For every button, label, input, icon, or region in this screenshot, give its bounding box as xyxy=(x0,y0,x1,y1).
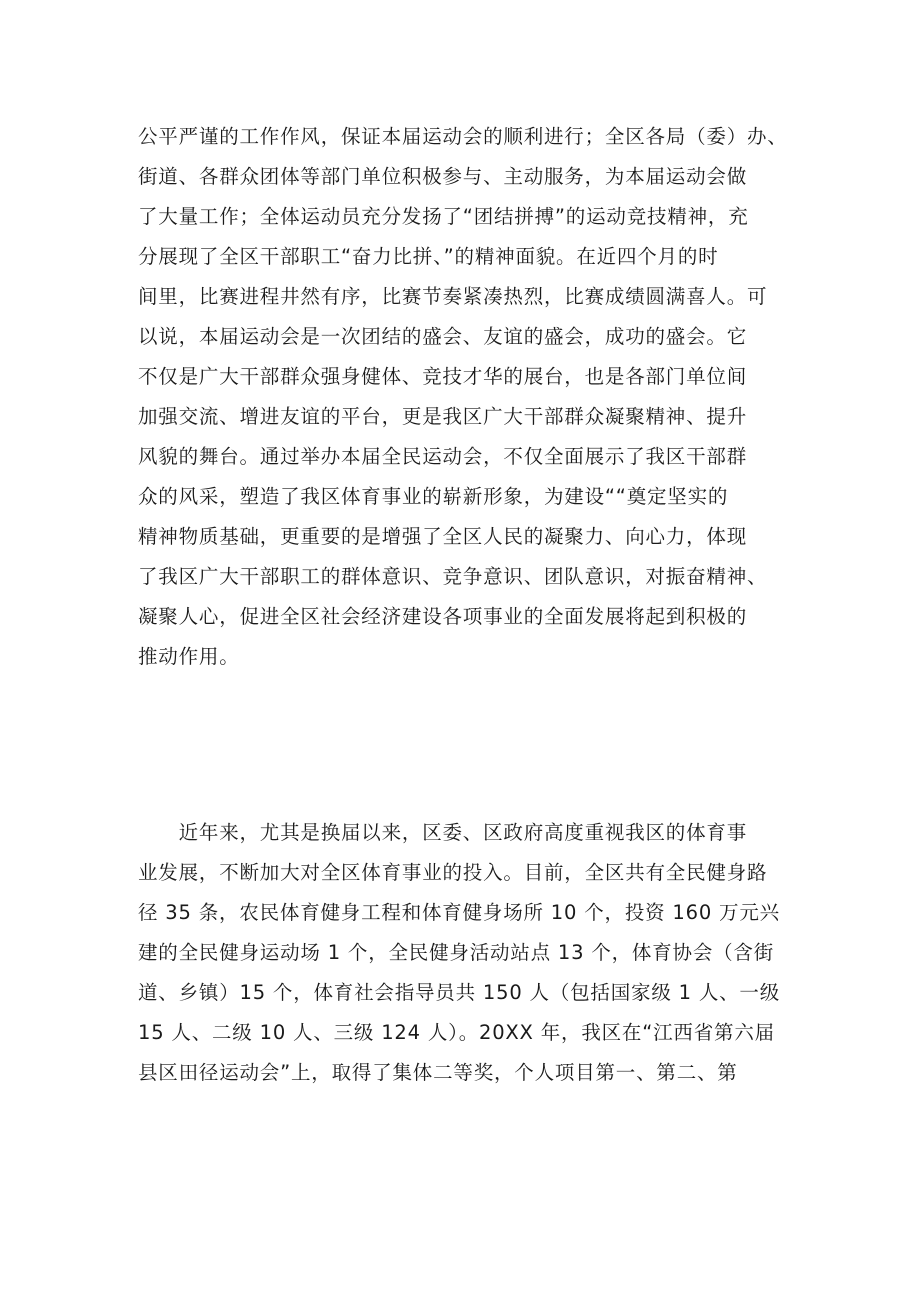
text-line: 业发展，不断加大对全区体育事业的投入。目前，全区共有全民健身路 xyxy=(138,861,768,884)
text-line: 分展现了全区干部职工“奋力比拼、”的精神面貌。在近四个月的时 xyxy=(138,245,719,268)
text-line: 近年来，尤其是换届以来，区委、区政府高度重视我区的体育事 xyxy=(138,821,748,844)
text-line: 不仅是广大干部群众强身健体、竞技才华的展台，也是各部门单位间 xyxy=(138,365,748,388)
text-line: 公平严谨的工作作风，保证本届运动会的顺利进行；全区各局（委）办、 xyxy=(138,125,788,148)
text-line: 推动作用。 xyxy=(138,645,240,668)
text-line: 县区田径运动会”上，取得了集体二等奖，个人项目第一、第二、第 xyxy=(138,1061,738,1084)
text-line: 精神物质基础，更重要的是增强了全区人民的凝聚力、向心力，体现 xyxy=(138,525,748,548)
text-line: 了大量工作；全体运动员充分发扬了“团结拼搏”的运动竞技精神，充 xyxy=(138,205,749,228)
paragraph-1 xyxy=(138,117,798,677)
text-line: 建的全民健身运动场 1 个，全民健身活动站点 13 个，体育协会（含街 xyxy=(138,941,775,964)
text-line: 间里，比赛进程井然有序，比赛节奏紧凑热烈，比赛成绩圆满喜人。可 xyxy=(138,285,768,308)
text-line: 了我区广大干部职工的群体意识、竞争意识、团队意识，对振奋精神、 xyxy=(138,565,768,588)
text-line: 15 人、二级 10 人、三级 124 人）。20XX 年，我区在“江西省第六届 xyxy=(138,1021,775,1044)
text-line: 径 35 条，农民体育健身工程和体育健身场所 10 个，投资 160 万元兴 xyxy=(138,901,780,924)
text-line: 道、乡镇）15 个，体育社会指导员共 150 人（包括国家级 1 人、一级 xyxy=(138,981,781,1004)
text-line: 众的风采，塑造了我区体育事业的崭新形象，为建设““奠定坚实的 xyxy=(138,485,729,508)
text-line: 凝聚人心，促进全区社会经济建设各项事业的全面发展将起到积极的 xyxy=(138,605,748,628)
paragraph-2 xyxy=(138,813,798,1093)
text-line: 以说，本届运动会是一次团结的盛会、友谊的盛会，成功的盛会。它 xyxy=(138,325,748,348)
text-line: 加强交流、增进友谊的平台，更是我区广大干部群众凝聚精神、提升 xyxy=(138,405,748,428)
text-line: 风貌的舞台。通过举办本届全民运动会，不仅全面展示了我区干部群 xyxy=(138,445,748,468)
text-line: 街道、各群众团体等部门单位积极参与、主动服务，为本届运动会做 xyxy=(138,165,748,188)
